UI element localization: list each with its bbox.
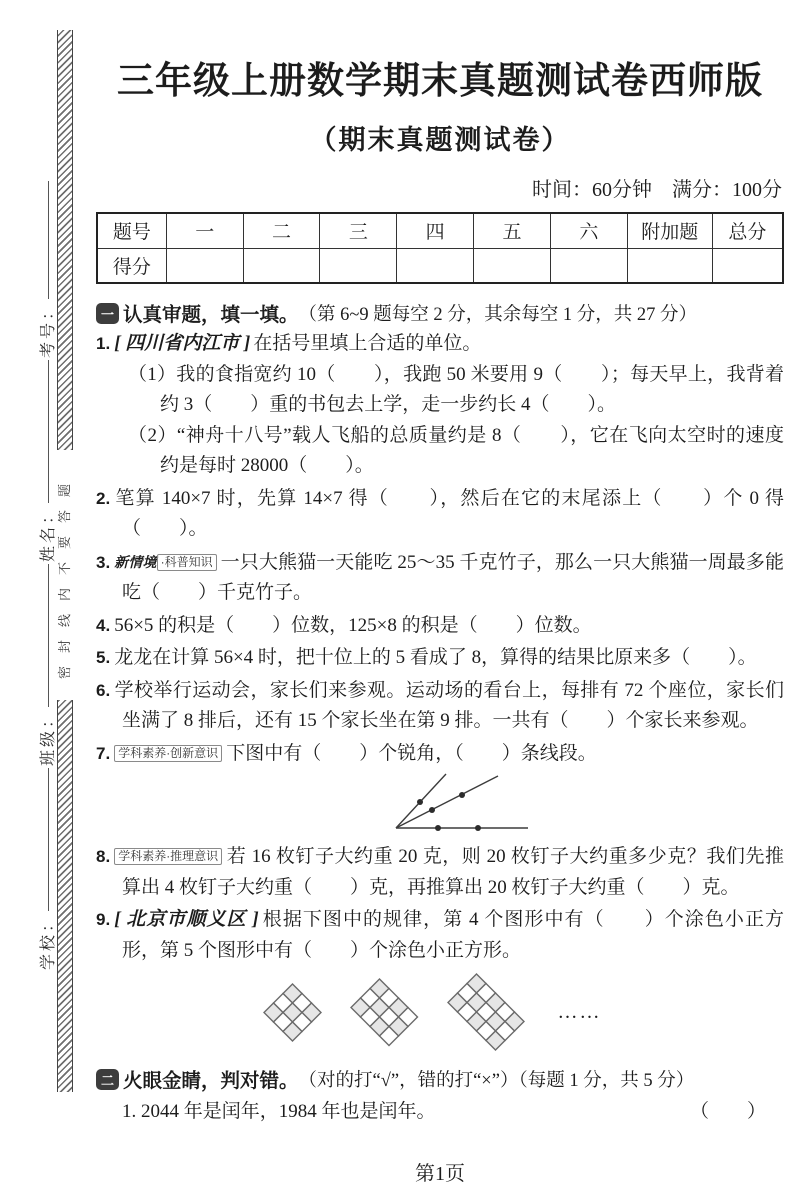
exam-meta: 时间：60分钟 满分：100分 [532, 179, 782, 201]
angle-rays-figure [386, 773, 536, 833]
school-field-label: 学校： [39, 912, 57, 970]
score-empty-cell [166, 248, 243, 283]
score-empty-cell [627, 248, 712, 283]
name-field-label: 姓名： [39, 504, 57, 562]
class-fill-line [48, 564, 49, 707]
pattern-grid-3x3 [264, 984, 321, 1041]
pattern-grid-3x4 [351, 979, 418, 1046]
new-context-logo: 新情境 [114, 553, 157, 570]
pattern-grid-3x5 [448, 974, 524, 1050]
name-fill-line [48, 360, 49, 503]
question-number: 8. [96, 847, 111, 866]
diamond-pattern-figures [264, 974, 784, 1050]
region-tag: [ 北京市顺义区 ] [114, 909, 259, 930]
question-9 [96, 905, 784, 966]
score-table-cell: 题号 [97, 213, 166, 248]
exam-page [96, 0, 784, 1186]
score-table-cell: 六 [550, 213, 627, 248]
section-1-header [96, 299, 784, 327]
score-table-cell: 总分 [712, 213, 783, 248]
question-text: 学校举行运动会，家长们来参观。运动场的看台上，每排有 72 个座位，家长们坐满了 8 排后，还有 15 个家长坐在第 9 排。一共有（ ）个家长来参观。 [114, 679, 784, 731]
reasoning-awareness-badge: 学科素养·推理意识 [114, 848, 222, 865]
question-text: 一只大熊猫一天能吃 25～35 千克竹子，那么一只大熊猫一周最多能吃（ ）千克竹子。 [122, 551, 784, 603]
score-table [96, 212, 784, 284]
seal-line-strip [57, 30, 73, 1092]
section-1-title: 认真审题，填一填。 [123, 304, 299, 326]
score-table-cell: 二 [243, 213, 320, 248]
section-2-header [96, 1065, 784, 1093]
question-5 [96, 643, 784, 674]
answer-blank: （ ） [689, 1101, 766, 1122]
question-text: 56×5 的积是（ ）位数，125×8 的积是（ ）位数。 [114, 614, 592, 636]
score-empty-cell [320, 248, 397, 283]
seal-text: 密封线内不要答题 [57, 471, 72, 680]
question-1-sub-1: （1）我的食指宽约 10（ ），我跑 50 米要用 9（ ）；每天早上，我背着约 3（ ）重的书包去上学，走一步约长 4（ ）。 [128, 363, 784, 415]
judge-question-1 [96, 1096, 784, 1127]
question-number: 7. [96, 743, 111, 763]
score-table-cell: 附加题 [627, 213, 712, 248]
region-tag: [ 四川省内江市 ] [114, 333, 251, 354]
score-empty-cell [243, 248, 320, 283]
section-2-number-icon: 二 [96, 1069, 119, 1090]
question-text: 若 16 枚钉子大约重 20 克，则 20 枚钉子大约重多少克？我们先推算出 4 枚钉子大约重（ ）克，再推算出 20 枚钉子大约重（ ）克。 [122, 846, 784, 898]
pattern-ellipsis: …… [557, 1000, 602, 1023]
question-7 [96, 739, 784, 770]
exam-no-field-label: 考号： [39, 300, 57, 358]
question-number: 2. [96, 488, 111, 508]
section-1-number-icon: 一 [96, 303, 119, 324]
question-number: 1. [96, 334, 111, 353]
question-text: 根据下图中的规律，第 4 个图形中有（ ）个涂色小正方形，第 5 个图形中有（ ）个涂色小正方形。 [122, 909, 784, 961]
question-1-sub-2: （2）“神舟十八号”载人飞船的总质量约是 8（ ），它在飞向太空时的速度约是每时 28000（ ）。 [128, 424, 784, 476]
section-2-title: 火眼金睛，判对错。 [123, 1070, 299, 1092]
section-1-note: （第 6~9 题每空 2 分，其余每空 1 分，共 27 分） [298, 305, 698, 325]
student-info-rail [33, 0, 59, 1122]
question-number: 9. [96, 910, 111, 929]
question-number: 5. [96, 648, 111, 667]
question-text: 下图中有（ ）个锐角，（ ）条线段。 [226, 742, 597, 764]
score-empty-cell [712, 248, 783, 283]
score-empty-cell [550, 248, 627, 283]
section-2-note: （对的打“√”，错的打“×”）（每题 1 分，共 5 分） [298, 1071, 695, 1091]
question-text: 笔算 140×7 时，先算 14×7 得（ ），然后在它的末尾添上（ ）个 0 得（ ）。 [114, 487, 784, 539]
school-fill-line [48, 768, 49, 911]
score-table-score-row [97, 248, 783, 283]
question-number: 6. [96, 680, 111, 700]
exam-no-fill-line [48, 181, 49, 299]
score-table-cell: 五 [474, 213, 551, 248]
score-table-cell: 三 [320, 213, 397, 248]
science-knowledge-badge: ·科普知识 [157, 554, 217, 571]
question-number: 4. [96, 615, 111, 635]
question-8 [96, 842, 784, 903]
question-text: 龙龙在计算 56×4 时，把十位上的 5 看成了 8，算得的结果比原来多（ ）。 [114, 647, 757, 668]
question-2 [96, 484, 784, 545]
exam-subtitle: （期末真题测试卷） [309, 125, 571, 155]
question-text: 在括号里填上合适的单位。 [253, 333, 482, 354]
score-empty-cell [397, 248, 474, 283]
score-table-header-row [97, 213, 783, 248]
question-6 [96, 676, 784, 737]
page-number: 第1页 [415, 1163, 465, 1185]
score-empty-cell [474, 248, 551, 283]
exam-title: 三年级上册数学期末真题测试卷西师版 [117, 61, 763, 102]
question-number: 3. [96, 552, 111, 572]
question-1 [96, 329, 784, 360]
score-table-cell: 一 [166, 213, 243, 248]
innovation-awareness-badge: 学科素养·创新意识 [114, 745, 222, 762]
question-3 [96, 547, 784, 609]
judge-question-text: 1. 2044 年是闰年，1984 年也是闰年。 [122, 1101, 436, 1122]
score-label-cell: 得分 [97, 248, 166, 283]
score-table-cell: 四 [397, 213, 474, 248]
class-field-label: 班级： [39, 708, 57, 766]
question-4 [96, 611, 784, 642]
